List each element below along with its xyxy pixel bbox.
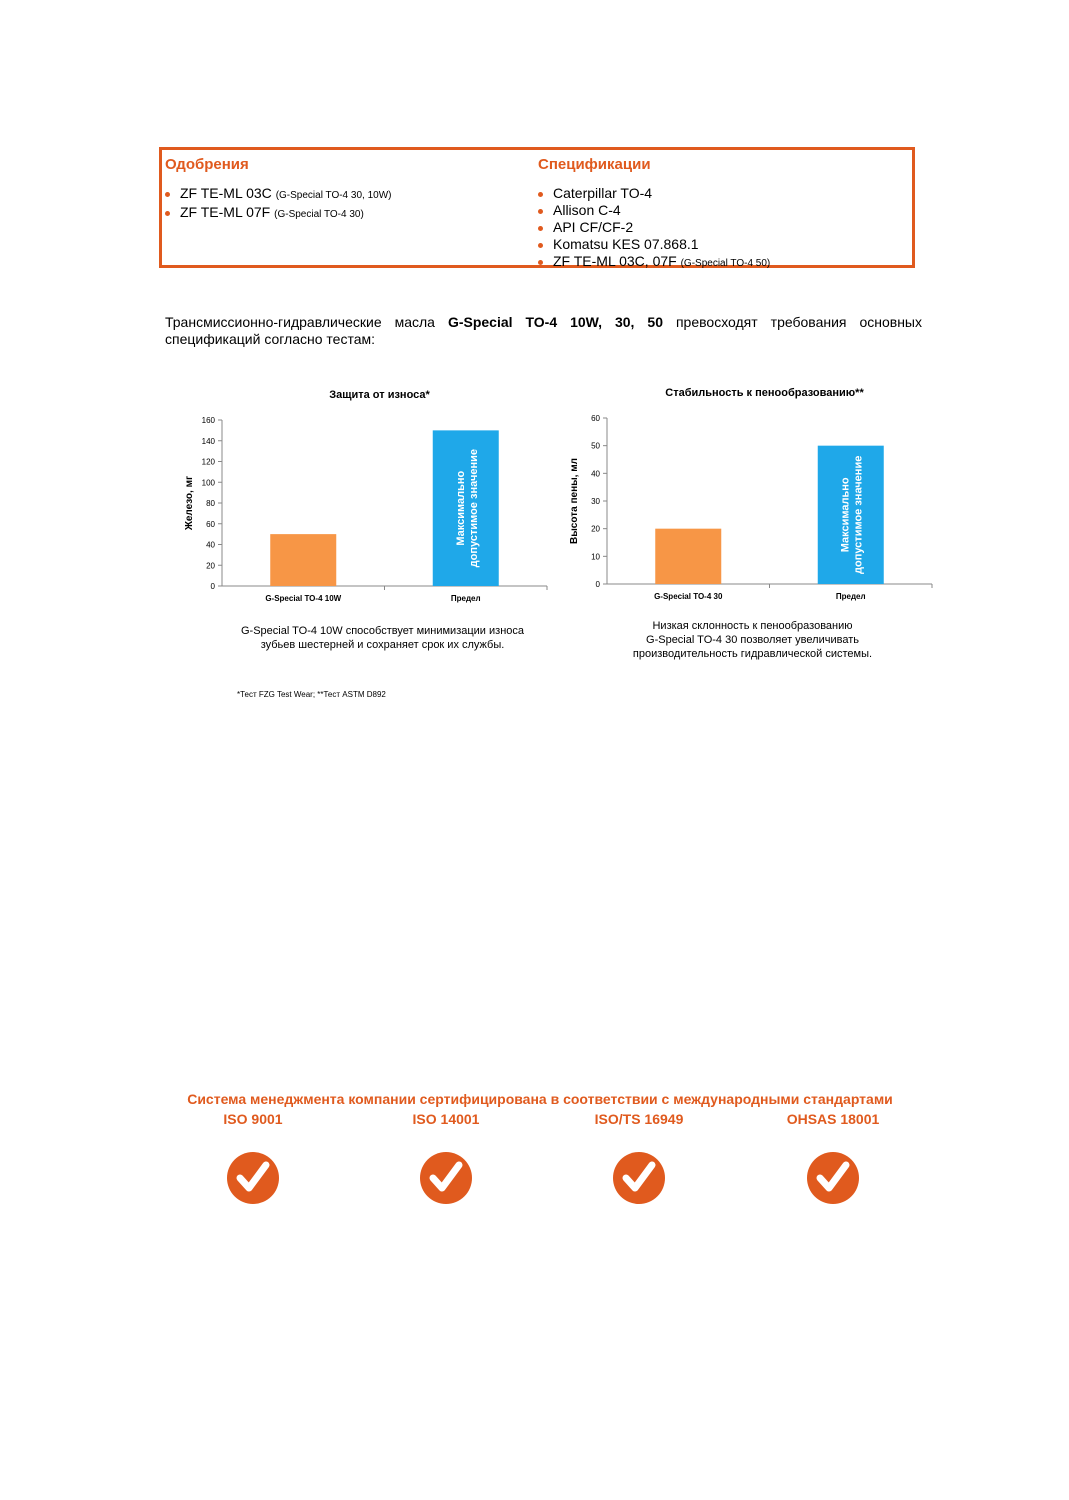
y-tick-label: 100 xyxy=(201,478,215,488)
cert-name: ISO 9001 xyxy=(223,1111,283,1127)
bar-inner-label-line: допустимое значение xyxy=(852,455,865,574)
chart-title: Стабильность к пенообразованию** xyxy=(665,387,864,399)
bar xyxy=(655,529,721,584)
cert-iso-9001 xyxy=(163,1111,343,1205)
cert-iso-14001 xyxy=(356,1111,536,1205)
y-tick-label: 0 xyxy=(210,582,215,591)
y-tick-label: 120 xyxy=(201,457,215,467)
bar xyxy=(270,534,336,586)
wear-protection-chart xyxy=(175,380,560,610)
y-tick-label: 50 xyxy=(591,441,600,451)
cert-name: ISO/TS 16949 xyxy=(594,1111,684,1127)
list-item: Allison C-4 xyxy=(538,202,770,219)
foam-stability-chart xyxy=(560,378,945,608)
cert-name: OHSAS 18001 xyxy=(786,1111,880,1127)
approvals-column xyxy=(165,156,391,223)
check-circle-icon xyxy=(226,1151,280,1205)
intro-paragraph: Трансмиссионно-гидравлические масла G-Special TO-4 10W, 30, 50 превосходят требования основных спецификаций согласно тестам: xyxy=(165,314,922,347)
certification-title: Система менеджмента компании сертифицирована в соответствии с международными стандартами xyxy=(187,1091,893,1107)
x-tick-label: Предел xyxy=(450,594,481,603)
approvals-title: Одобрения xyxy=(165,156,249,173)
bullet-icon xyxy=(165,192,170,197)
list-item: Komatsu KES 07.868.1 xyxy=(538,236,770,253)
y-tick-label: 30 xyxy=(591,497,600,506)
specs-title: Спецификации xyxy=(538,156,651,173)
bullet-icon xyxy=(538,209,543,214)
list-item: API CF/CF-2 xyxy=(538,219,770,236)
bar-inner-label-line: допустимое значение xyxy=(467,449,480,568)
list-item: ZF TE-ML 07F (G-Special TO-4 30) xyxy=(165,204,391,223)
y-tick-label: 60 xyxy=(206,519,215,529)
footnote: *Тест FZG Test Wear; **Тест ASTM D892 xyxy=(237,690,386,699)
approvals-specs-box xyxy=(159,147,915,268)
y-tick-label: 20 xyxy=(591,524,600,534)
bar-inner-label-line: Максимально xyxy=(839,477,852,553)
x-tick-label: G-Special TO-4 30 xyxy=(654,592,723,601)
check-circle-icon xyxy=(612,1151,666,1205)
y-tick-label: 40 xyxy=(206,540,215,550)
specs-list xyxy=(538,185,770,272)
cert-name: ISO 14001 xyxy=(412,1111,480,1127)
bar-inner-label-line: Максимально xyxy=(454,470,467,546)
y-tick-label: 20 xyxy=(206,561,215,571)
foam-chart-caption: Низкая склонность к пенообразованию G-Special TO-4 30 позволяет увеличивать производительность гидравлической системы. xyxy=(632,620,873,660)
x-tick-label: Предел xyxy=(835,592,866,601)
y-tick-label: 0 xyxy=(595,580,600,589)
x-tick-label: G-Special TO-4 10W xyxy=(265,594,342,603)
y-axis-label: Высота пены, мл xyxy=(569,458,580,544)
y-tick-label: 160 xyxy=(201,416,215,425)
y-axis-label: Железо, мг xyxy=(184,475,195,531)
y-tick-label: 80 xyxy=(206,499,215,508)
bullet-icon xyxy=(538,226,543,231)
bullet-icon xyxy=(538,192,543,197)
list-item: Caterpillar TO-4 xyxy=(538,185,770,202)
list-item: ZF TE-ML 03C (G-Special TO-4 30, 10W) xyxy=(165,185,391,204)
y-tick-label: 140 xyxy=(201,436,215,446)
check-circle-icon xyxy=(806,1151,860,1205)
cert-iso-ts-16949 xyxy=(549,1111,729,1205)
check-circle-icon xyxy=(419,1151,473,1205)
y-tick-label: 60 xyxy=(591,414,600,423)
bullet-icon xyxy=(538,260,543,265)
chart-title: Защита от износа* xyxy=(329,389,430,401)
bullet-icon xyxy=(538,243,543,248)
specs-column xyxy=(538,156,770,272)
y-tick-label: 10 xyxy=(591,552,600,562)
cert-ohsas-18001 xyxy=(743,1111,923,1205)
bullet-icon xyxy=(165,211,170,216)
y-tick-label: 40 xyxy=(591,469,600,479)
list-item: ZF TE-ML 03C, 07F (G-Special TO-4 50) xyxy=(538,253,770,272)
approvals-list xyxy=(165,185,391,223)
wear-chart-caption: G-Special TO-4 10W способствует минимизации износа зубьев шестерней и сохраняет срок их службы. xyxy=(240,625,525,651)
